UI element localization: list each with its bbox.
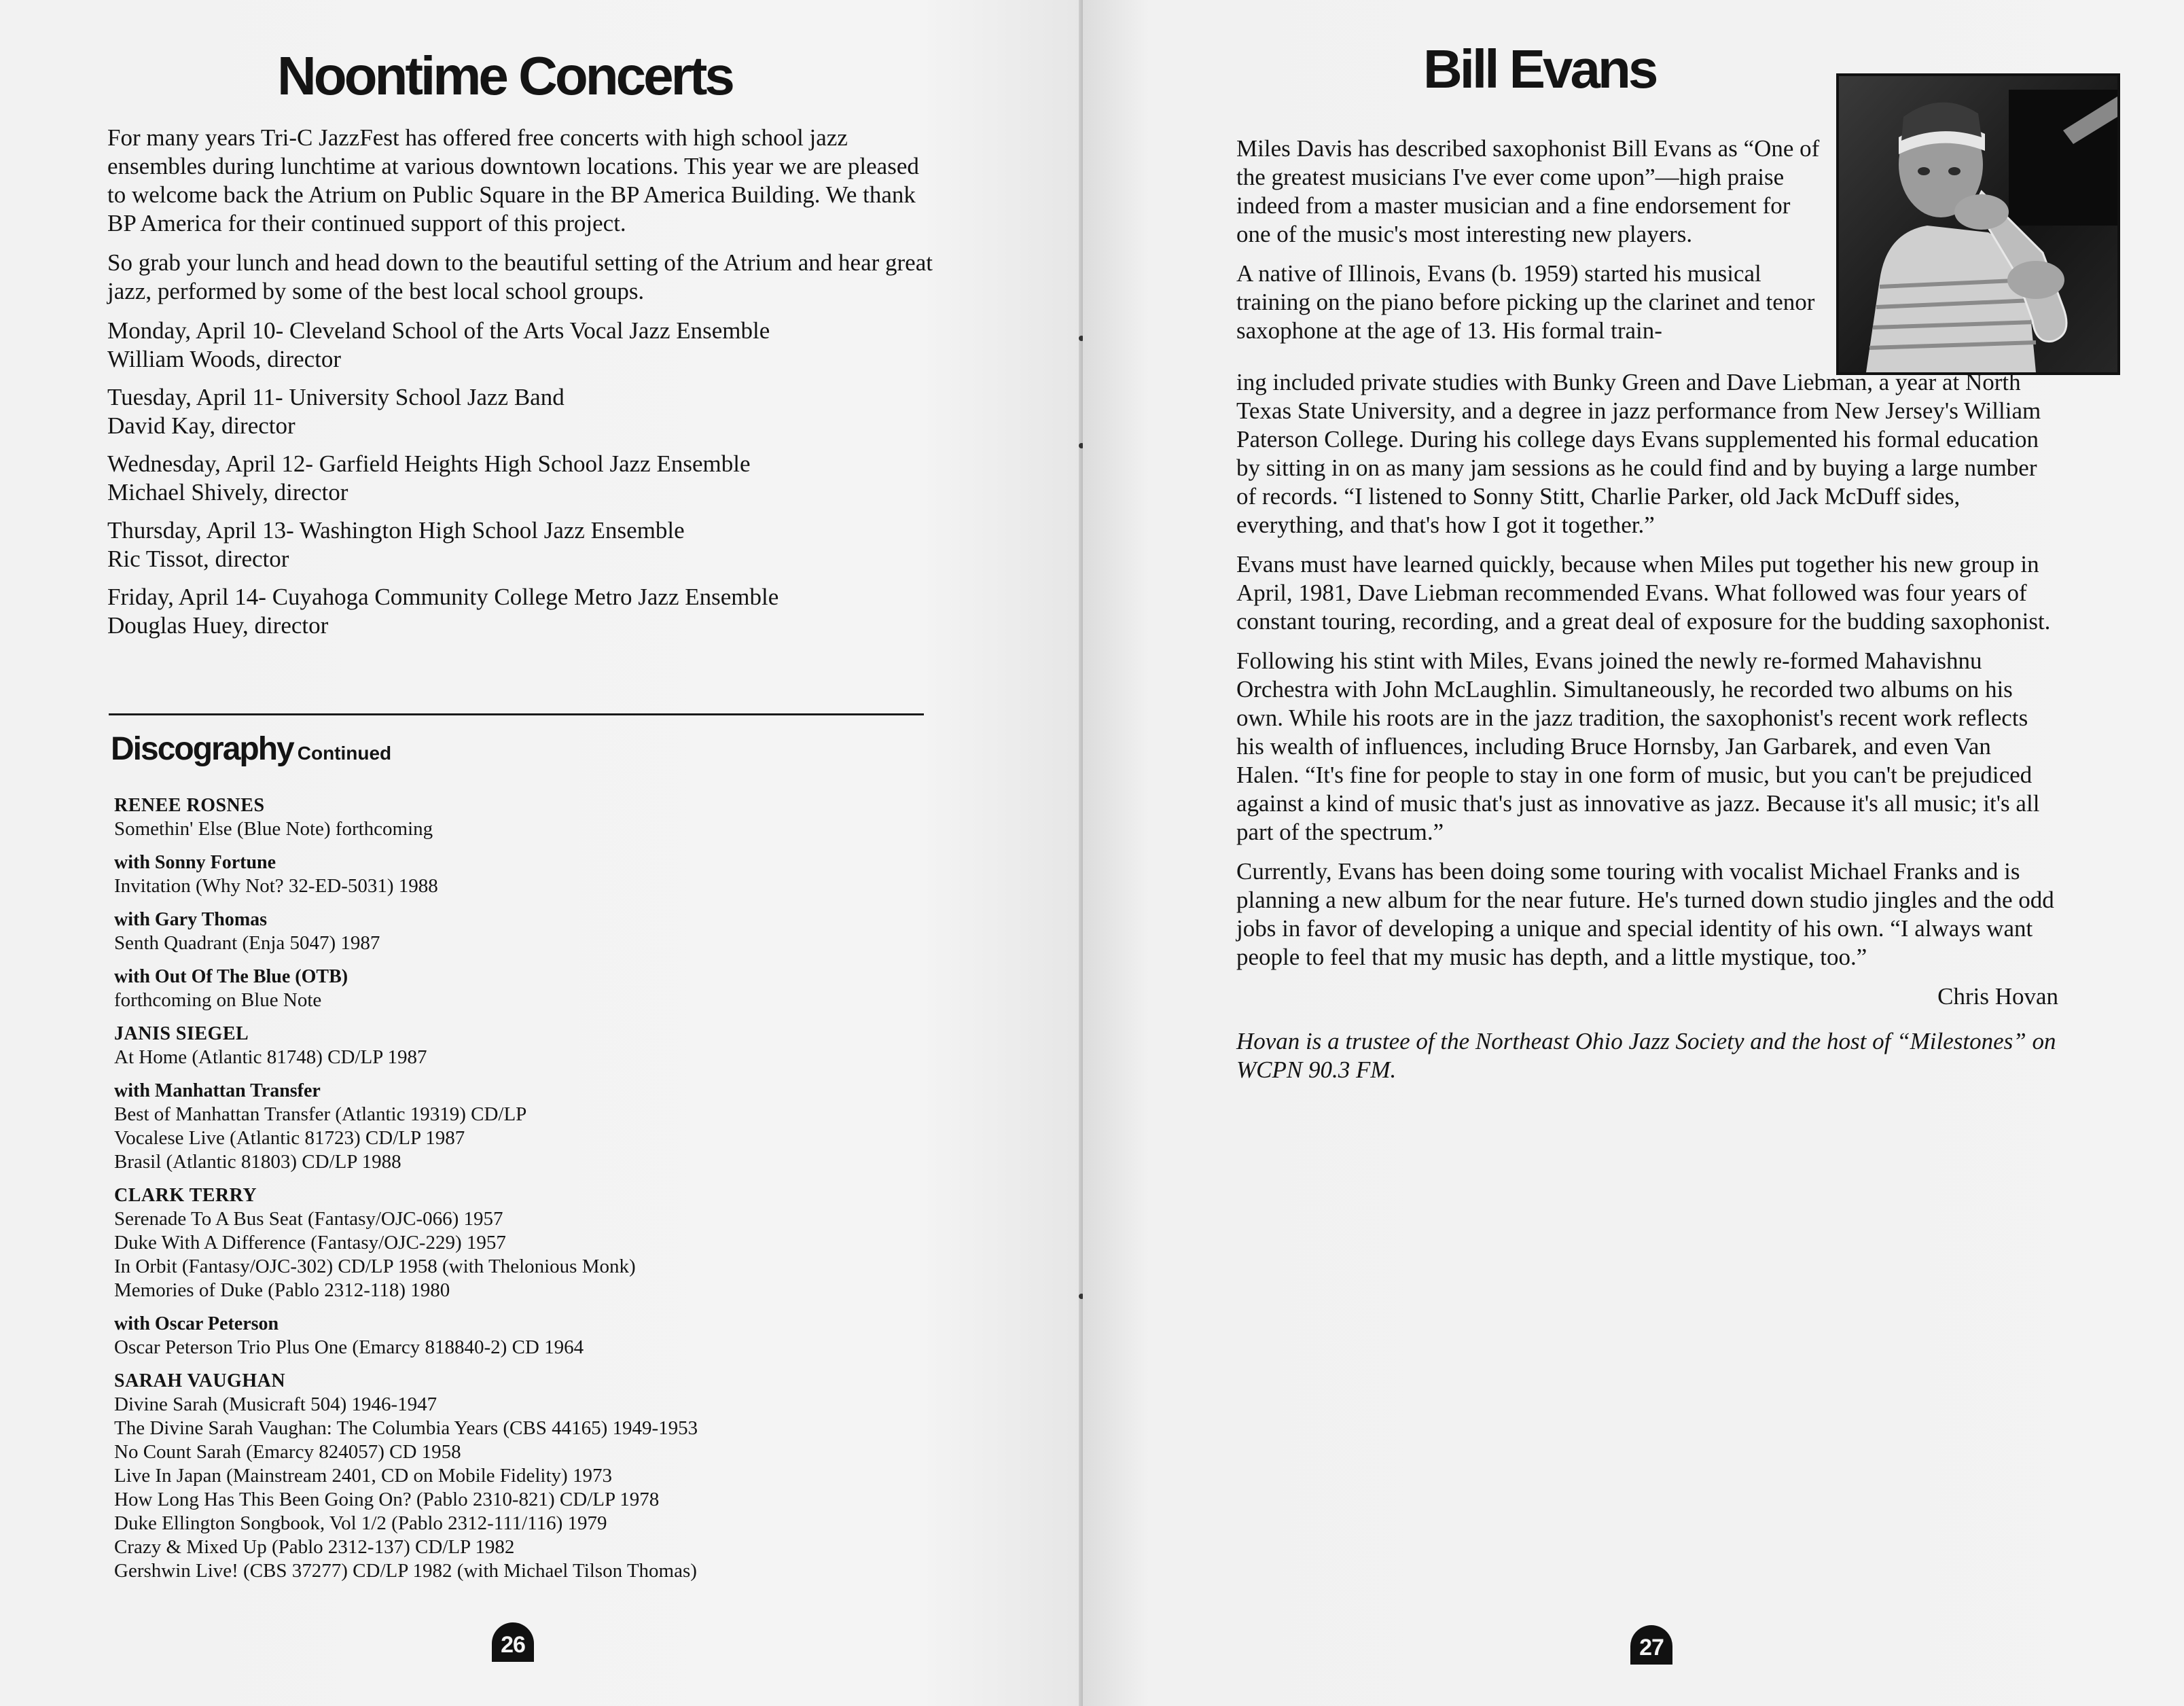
discography-artist-heading: with Out Of The Blue (OTB) [114, 966, 348, 987]
intro-paragraph: So grab your lunch and head down to the beautiful setting of the Atrium and hear great jazz, performed by some of the best local school groups. [107, 249, 933, 304]
article-column-top [1236, 135, 1821, 345]
bill-evans-photo [1836, 73, 2120, 375]
concert-listing [107, 450, 933, 507]
discography-artist-heading: SARAH VAUGHAN [114, 1370, 286, 1391]
discography-group [114, 908, 997, 955]
discography-album: Best of Manhattan Transfer (Atlantic 19319) CD/LP [114, 1103, 527, 1125]
article-paragraph: Evans must have learned quickly, because when Miles put together his new group in April, 1981, Dave Liebman recommended Evans. What followed was four years of constant touring, recording, and a great deal of exposure for the budding saxophonist. [1236, 551, 2051, 635]
discography-group [114, 965, 997, 1012]
discography-album: Duke With A Difference (Fantasy/OJC-229) 1957 [114, 1232, 506, 1254]
concert-listing [107, 583, 933, 640]
discography-artist-heading: with Sonny Fortune [114, 852, 276, 873]
discography-group [114, 1079, 997, 1174]
discography-group [114, 851, 997, 898]
discography-album: The Divine Sarah Vaughan: The Columbia Years (CBS 44165) 1949-1953 [114, 1417, 698, 1439]
discography-album: Brasil (Atlantic 81803) CD/LP 1988 [114, 1151, 401, 1173]
discography-album: At Home (Atlantic 81748) CD/LP 1987 [114, 1046, 427, 1068]
section-divider [109, 713, 924, 715]
concert-director: William Woods, director [107, 346, 342, 372]
discography-album: Somethin' Else (Blue Note) forthcoming [114, 818, 433, 840]
article-column-full [1236, 368, 2058, 1095]
discography-album: No Count Sarah (Emarcy 824057) CD 1958 [114, 1441, 461, 1463]
discography-album: Invitation (Why Not? 32-ED-5031) 1988 [114, 875, 438, 897]
discography-album: forthcoming on Blue Note [114, 989, 322, 1011]
left-page [0, 0, 1083, 1706]
page-number-badge: 26 [492, 1622, 534, 1662]
article-paragraph: ing included private studies with Bunky Green and Dave Liebman, a year at North Texas State University, and a degree in jazz performance from New Jersey's William Paterson College. During his college days Evans supplemented his formal education by sitting in on as many jam sessions as he could find and by buying a large number of records. “I listened to Sonny Stitt, Charlie Parker, old Jack McDuff sides, everything, and that's how I got it together.” [1236, 369, 2041, 538]
discography-album: Divine Sarah (Musicraft 504) 1946-1947 [114, 1393, 437, 1415]
right-page [1083, 0, 2184, 1706]
concert-listing [107, 516, 933, 573]
concert-date-ensemble: Thursday, April 13- Washington High School Jazz Ensemble [107, 517, 685, 544]
discography-album: Crazy & Mixed Up (Pablo 2312-137) CD/LP 1982 [114, 1536, 515, 1558]
discography-subtitle: Continued [297, 743, 392, 764]
page-title-bill-evans: Bill Evans [1423, 39, 1656, 99]
discography-album: Live In Japan (Mainstream 2401, CD on Mobile Fidelity) 1973 [114, 1465, 612, 1487]
discography-group [114, 1369, 997, 1583]
discography-album: Duke Ellington Songbook, Vol 1/2 (Pablo 2312-111/116) 1979 [114, 1512, 607, 1534]
discography-group [114, 794, 997, 841]
discography-title: Discography [111, 731, 293, 767]
discography-heading [111, 730, 391, 768]
concert-director: Douglas Huey, director [107, 612, 329, 639]
article-paragraph: A native of Illinois, Evans (b. 1959) started his musical training on the piano before picking up the clarinet and tenor saxophone at the age of 13. His formal train- [1236, 260, 1815, 344]
article-paragraph: Following his stint with Miles, Evans joined the newly re-formed Mahavishnu Orchestra with John McLaughlin. Simultaneously, he recorded two albums on his own. While his roots are in the jazz tradition, the saxophonist's recent work reflects his wealth of influences, including Bruce Hornsby, Jan Garbarek, and even Van Halen. “It's fine for people to stay in one form of music, but you can't be prejudiced against a kind of music that's just as innovative as jazz. Because it's all music; it's all part of the spectrum.” [1236, 647, 2040, 845]
discography-artist-heading: with Oscar Peterson [114, 1313, 279, 1334]
concert-date-ensemble: Tuesday, April 11- University School Jazz Band [107, 384, 565, 410]
concert-director: Ric Tissot, director [107, 546, 289, 572]
article-paragraph: Currently, Evans has been doing some touring with vocalist Michael Franks and is planning a new album for the near future. He's turned down studio jingles and the odd jobs in favor of developing a unique and special identity of his own. “I always want people to feel that my music has depth, and a little mystique, too.” [1236, 858, 2054, 970]
discography-album: Vocalese Live (Atlantic 81723) CD/LP 1987 [114, 1127, 465, 1149]
concert-listing [107, 383, 933, 440]
discography-album: In Orbit (Fantasy/OJC-302) CD/LP 1958 (with Thelonious Monk) [114, 1256, 636, 1277]
article-paragraph: Miles Davis has described saxophonist Bill Evans as “One of the greatest musicians I've ever come upon”—high praise indeed from a master musician and a fine endorsement for one of the music's most interesting new players. [1236, 135, 1820, 247]
page-title-noontime-concerts: Noontime Concerts [277, 46, 732, 106]
author-signature: Chris Hovan [1937, 983, 2058, 1010]
concert-date-ensemble: Monday, April 10- Cleveland School of the Arts Vocal Jazz Ensemble [107, 317, 770, 344]
discography-artist-heading: JANIS SIEGEL [114, 1023, 249, 1044]
discography-group [114, 1184, 997, 1302]
discography-album: Gershwin Live! (CBS 37277) CD/LP 1982 (with Michael Tilson Thomas) [114, 1560, 697, 1582]
discography-album: Memories of Duke (Pablo 2312-118) 1980 [114, 1279, 450, 1301]
discography-list [114, 794, 997, 1593]
concert-director: Michael Shively, director [107, 479, 348, 505]
discography-album: Oscar Peterson Trio Plus One (Emarcy 818840-2) CD 1964 [114, 1336, 584, 1358]
discography-album: How Long Has This Been Going On? (Pablo 2310-821) CD/LP 1978 [114, 1489, 660, 1510]
discography-album: Serenade To A Bus Seat (Fantasy/OJC-066) 1957 [114, 1208, 503, 1230]
discography-artist-heading: CLARK TERRY [114, 1185, 257, 1206]
page-number-badge: 27 [1630, 1625, 1672, 1665]
discography-group [114, 1022, 997, 1069]
concert-director: David Kay, director [107, 412, 296, 439]
author-bio: Hovan is a trustee of the Northeast Ohio Jazz Society and the host of “Milestones” on WCPN 90.3 FM. [1236, 1028, 2056, 1083]
discography-group [114, 1312, 997, 1360]
discography-album: Senth Quadrant (Enja 5047) 1987 [114, 932, 380, 954]
concert-date-ensemble: Friday, April 14- Cuyahoga Community College Metro Jazz Ensemble [107, 584, 779, 610]
discography-artist-heading: RENEE ROSNES [114, 795, 265, 816]
saxophonist-photo-illustration [1839, 76, 2117, 372]
discography-artist-heading: with Manhattan Transfer [114, 1080, 321, 1101]
discography-artist-heading: with Gary Thomas [114, 909, 268, 930]
concert-date-ensemble: Wednesday, April 12- Garfield Heights High School Jazz Ensemble [107, 450, 751, 477]
concert-listing [107, 317, 933, 374]
noontime-intro [107, 124, 933, 650]
intro-paragraph: For many years Tri-C JazzFest has offered free concerts with high school jazz ensembles during lunchtime at various downtown locations. This year we are pleased to welcome back the Atrium on Public Square in the BP America Building. We thank BP America for their continued support of this project. [107, 124, 919, 236]
